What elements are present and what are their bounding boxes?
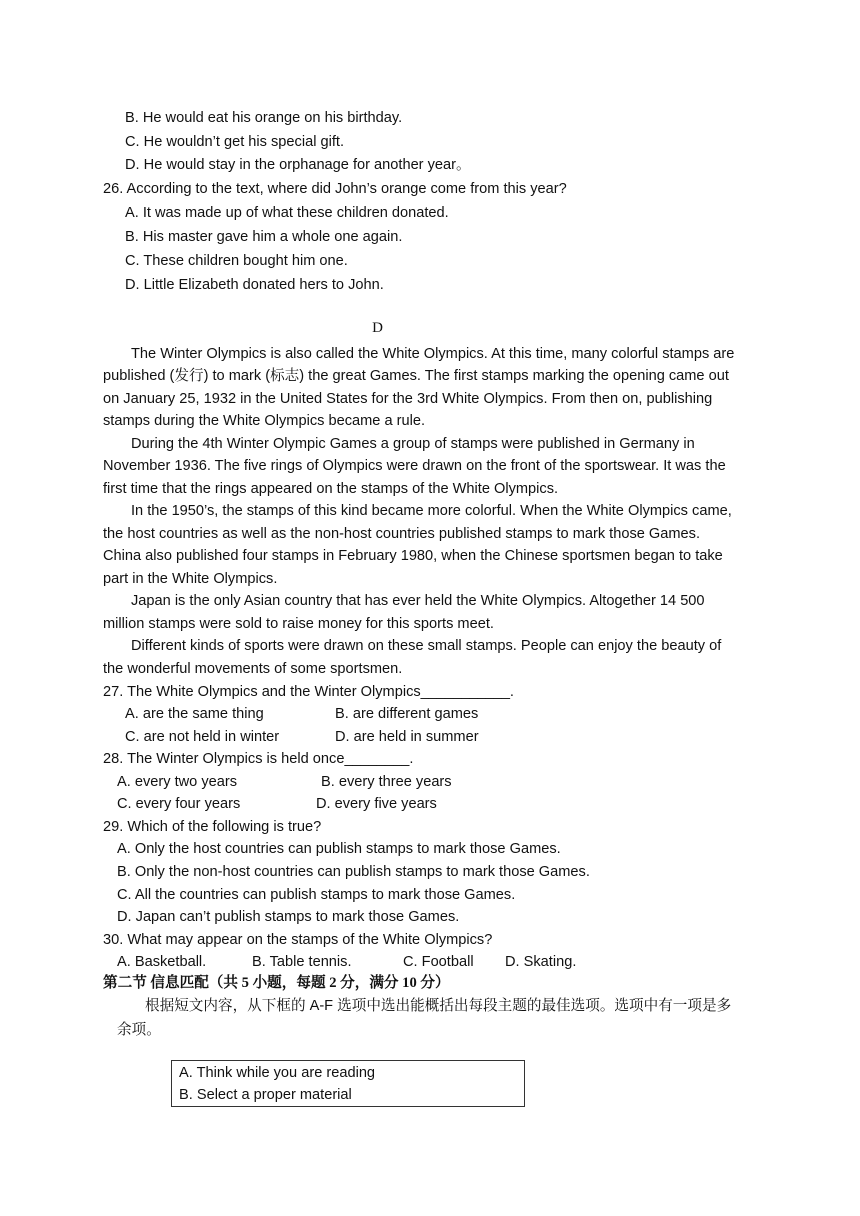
passage-line: The Winter Olympics is also called the White Olympics. At this time, many colorful stamps are — [131, 346, 735, 362]
q27-option-b: B. are different games — [335, 706, 479, 722]
section2-instruction: 根据短文内容，从下框的 A-F 选项中选出能概括出每段主题的最佳选项。选项中有一项是多 — [145, 998, 732, 1014]
q30-option-b: B. Table tennis. — [252, 954, 352, 970]
q28-option-a: A. every two years — [117, 774, 238, 790]
q26-option-c: C. These children bought him one. — [125, 253, 348, 269]
q27-option-c: C. are not held in winter — [125, 729, 280, 745]
passage-line: Japan is the only Asian country that has ever held the White Olympics. Altogether 14 500 — [131, 593, 705, 609]
options-box — [171, 1060, 525, 1107]
passage-line: on January 25, 1932 in the United States for the 3rd White Olympics. From then on, publishing — [103, 391, 713, 407]
passage-line: part in the White Olympics. — [103, 571, 278, 587]
q28-option-d: D. every five years — [316, 796, 437, 812]
passage-line: In the 1950’s, the stamps of this kind became more colorful. When the White Olympics came, — [131, 503, 732, 519]
passage-line: first time that the rings appeared on the stamps of the White Olympics. — [103, 481, 559, 497]
q25-option-d: D. He would stay in the orphanage for another year。 — [125, 157, 471, 173]
q28-option-b: B. every three years — [321, 774, 452, 790]
box-option-a: A. Think while you are reading — [179, 1065, 376, 1081]
q29-question: 29. Which of the following is true? — [103, 819, 322, 835]
q26-option-d: D. Little Elizabeth donated hers to John. — [125, 277, 384, 293]
q29-option-d: D. Japan can’t publish stamps to mark those Games. — [117, 909, 460, 925]
q29-option-a: A. Only the host countries can publish stamps to mark those Games. — [117, 841, 561, 857]
passage-line: the host countries as well as the non-host countries published stamps to mark those Games. — [103, 526, 701, 542]
q27-option-d: D. are held in summer — [335, 729, 479, 745]
q27-option-a: A. are the same thing — [125, 706, 264, 722]
q26-question: 26. According to the text, where did John’s orange come from this year? — [103, 181, 567, 197]
q28-option-c: C. every four years — [117, 796, 241, 812]
q30-question: 30. What may appear on the stamps of the White Olympics? — [103, 932, 493, 948]
q27-question: 27. The White Olympics and the Winter Olympics___________. — [103, 684, 514, 700]
passage-line: During the 4th Winter Olympic Games a group of stamps were published in Germany in — [131, 436, 695, 452]
section2-instruction-cont: 余项。 — [117, 1022, 161, 1038]
q30-option-a: A. Basketball. — [117, 954, 207, 970]
passage-line: November 1936. The five rings of Olympics were drawn on the front of the sportswear. It was the — [103, 458, 726, 474]
q26-option-a: A. It was made up of what these children donated. — [125, 205, 449, 221]
section2-heading: 第二节 信息匹配（共 5 小题，每题 2 分，满分 10 分） — [103, 975, 450, 991]
passage-line: stamps during the White Olympics became a rule. — [103, 413, 426, 429]
box-option-b: B. Select a proper material — [179, 1087, 352, 1103]
q30-option-c: C. Football — [403, 954, 474, 970]
q25-option-c: C. He wouldn’t get his special gift. — [125, 134, 345, 150]
q28-question: 28. The Winter Olympics is held once________. — [103, 751, 414, 767]
q25-option-b: B. He would eat his orange on his birthday. — [125, 110, 403, 126]
passage-line: China also published four stamps in February 1980, when the Chinese sportsmen began to take — [103, 548, 723, 564]
passage-line: million stamps were sold to raise money for this sports meet. — [103, 616, 494, 632]
q29-option-c: C. All the countries can publish stamps to mark those Games. — [117, 887, 516, 903]
passage-line: Different kinds of sports were drawn on these small stamps. People can enjoy the beauty of — [131, 638, 722, 654]
q29-option-b: B. Only the non-host countries can publish stamps to mark those Games. — [117, 864, 590, 880]
q30-option-d: D. Skating. — [505, 954, 577, 970]
q26-option-b: B. His master gave him a whole one again. — [125, 229, 403, 245]
passage-line: published (发行) to mark (标志) the great Games. The first stamps marking the opening came out — [103, 368, 729, 384]
section-d-title: D — [372, 320, 383, 336]
passage-line: the wonderful movements of some sportsmen. — [103, 661, 403, 677]
